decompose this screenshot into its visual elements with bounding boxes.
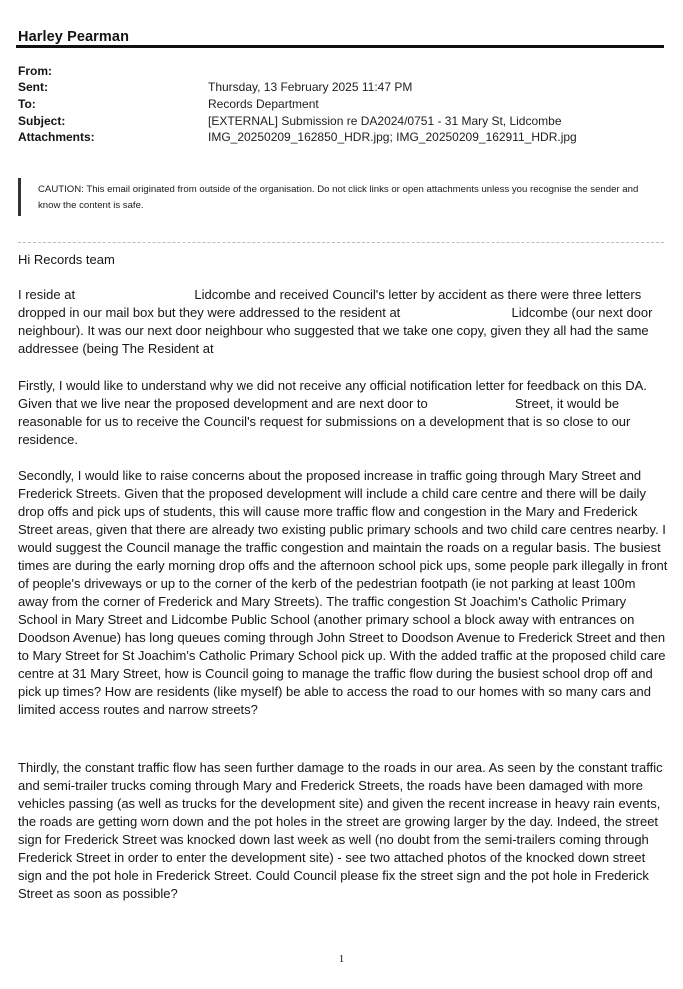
- p2-part-a: Firstly, I would like to understand why we did not receive any official notification letter for feedback on this DA. Given that we live near the proposed development and are next door to: [18, 378, 647, 411]
- greeting: Hi Records team: [18, 252, 115, 267]
- sent-label: Sent:: [18, 80, 48, 94]
- paragraph-traffic: Secondly, I would like to raise concerns about the proposed increase in traffic going through Mary Street and Frederick Streets. Given that the proposed development will include a child care centre and there will be daily drop offs and pick ups of students, this will cause more traffic flow and congestion in the Mary and Frederick Street areas, given that there are already two existing public primary schools and two child care centres nearby. I would suggest the Council manage the traffic congestion and maintain the roads on a regular basis. The busiest times are during the early morning drop offs and the afternoon school pick ups, some people park illegally in front of people's driveways or up to the corner of the kerb of the pedestrian footpath (ie not parking at least 100m away from the corner of Frederick and Mary Streets). The traffic congestion St Joachim's Catholic Primary School in Mary Street and Lidcombe Public School (another primary school a block away with entrances on Doodson Avenue) has long queues coming through John Street to Doodson Avenue to Frederick Street and then to Mary Street for St Joachim's Catholic Primary School pick up. With the added traffic at the proposed child care centre at 31 Mary Street, how is Council going to manage the traffic flow during the busiest school drop off and pick up times? How are residents (like myself) be able to access the road to our homes with so many cars and limited access routes and narrow streets?: [18, 468, 668, 717]
- p1-part-a: I reside at: [18, 287, 76, 302]
- p1-part-b: Lidcombe and received Council's letter by accident as there were three letters dropped in our mail box but they were addressed to the resident at: [18, 287, 642, 320]
- caution-notice: CAUTION: This email originated from outside of the organisation. Do not click links or open attachments unless you recognise the sender and know the content is safe.: [38, 184, 639, 211]
- to-value: Records Department: [208, 97, 319, 111]
- caution-bar: [18, 178, 21, 216]
- paragraph-roads: Thirdly, the constant traffic flow has seen further damage to the roads in our area. As seen by the constant traffic and semi-trailer trucks coming through Mary and Frederick Streets, the roads have been damaged with more vehicles passing (as well as trucks for the development site) and given the recent increase in heavy rain events, the roads are getting worn down and the pot holes in the street are growing larger by the day. Indeed, the street sign for Frederick Street was knocked down last week as well (no doubt from the semi-trailers coming through Frederick Street in order to enter the development site) - see two attached photos of the knocked down street sign and the pot hole in Frederick Street. Could Council please fix the street sign and the pot hole in Frederick Street as soon as possible?: [18, 760, 663, 901]
- page-number: 1: [338, 953, 345, 965]
- subject-label: Subject:: [18, 114, 66, 128]
- subject-value: [EXTERNAL] Submission re DA2024/0751 - 31 Mary St, Lidcombe: [208, 114, 562, 128]
- p1-part-c: Lidcombe (our next door neighbour). It was our next door neighbour who suggested that we take one copy, given they all had the same addressee (being The Resident at: [18, 305, 653, 356]
- sender-name: Harley Pearman: [18, 29, 130, 45]
- attachments-label: Attachments:: [18, 130, 95, 144]
- p2-part-b: Street, it would be reasonable for us to receive the Council's request for submissions on a development that is so close to our residence.: [18, 396, 631, 447]
- paragraph-notification: [18, 377, 668, 449]
- separator-line: [18, 242, 664, 243]
- header-rule: [16, 45, 664, 48]
- to-label: To:: [18, 97, 36, 111]
- attachments-value[interactable]: IMG_20250209_162850_HDR.jpg; IMG_20250209_162911_HDR.jpg: [208, 130, 577, 144]
- paragraph-residence: [18, 286, 668, 358]
- from-label: From:: [18, 64, 52, 78]
- sent-value: Thursday, 13 February 2025 11:47 PM: [208, 80, 413, 94]
